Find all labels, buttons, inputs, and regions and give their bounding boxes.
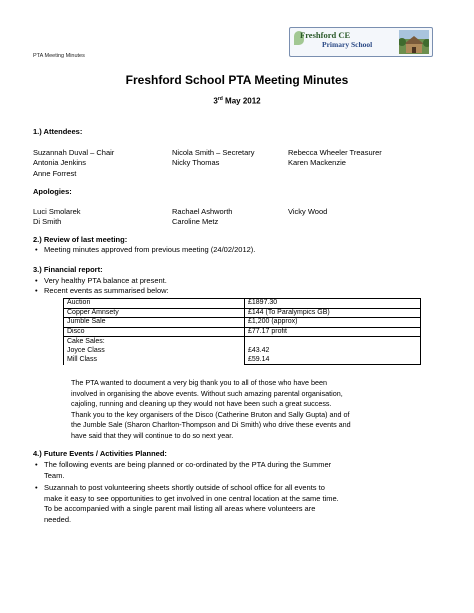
date-rest: May 2012 xyxy=(222,96,261,106)
attendee: Anne Forrest xyxy=(33,169,77,178)
bullet-icon: • xyxy=(35,276,38,285)
future-item-line: To be accompanied with a single parent mail listing all areas where volunteers are xyxy=(44,504,316,514)
table-cell: Jumble Sale xyxy=(64,318,245,328)
meeting-date xyxy=(0,96,474,106)
attendee: Antonia Jenkins xyxy=(33,158,86,167)
financial-heading: 3.) Financial report: xyxy=(33,265,103,274)
apology: Luci Smolarek xyxy=(33,207,81,216)
table-row xyxy=(64,337,421,365)
cake-sales-value: £59.14 xyxy=(248,356,270,363)
future-item xyxy=(44,460,331,481)
logo-line-1: Freshford CE xyxy=(300,30,351,40)
table-cell: £1,200 (approx) xyxy=(245,318,421,328)
future-item-line: Suzannah to post volunteering sheets shortly outside of school office for all events to xyxy=(44,483,325,492)
future-item xyxy=(44,483,339,525)
school-photo-icon xyxy=(399,30,429,54)
financial-table xyxy=(63,298,421,365)
cake-sales-value: £43.42 xyxy=(248,347,270,354)
running-header: PTA Meeting Minutes xyxy=(33,53,85,59)
attendee: Nicola Smith – Secretary xyxy=(172,148,255,157)
table-row xyxy=(64,308,421,318)
table-cell xyxy=(245,337,421,365)
attendees-heading: 1.) Attendees: xyxy=(33,127,83,136)
paragraph-line: involved in organising the above events. Without such amazing parental organisation, xyxy=(71,388,343,398)
apology: Di Smith xyxy=(33,217,62,226)
future-item-line: The following events are being planned or co-ordinated by the PTA during the Summer xyxy=(44,460,332,469)
table-row xyxy=(64,318,421,328)
future-item-line: make it easy to see opportunities to get involved in one central location at the same time. xyxy=(44,493,339,503)
thank-you-paragraph xyxy=(71,378,416,442)
attendee: Suzannah Duval – Chair xyxy=(33,148,115,157)
attendee: Rebecca Wheeler Treasurer xyxy=(288,148,382,157)
table-row xyxy=(64,327,421,337)
apology: Caroline Metz xyxy=(172,217,219,226)
date-suffix: rd xyxy=(217,96,223,102)
apologies-heading: Apologies: xyxy=(33,187,72,196)
cake-sales-label: Cake Sales: xyxy=(67,338,105,345)
apology: Rachael Ashworth xyxy=(172,207,233,216)
paragraph-line: Thank you to the key organisers of the Disco (Catherine Bruton and Sally Gupta) and of xyxy=(71,409,350,419)
table-cell: £1897.30 xyxy=(245,299,421,309)
bullet-icon: • xyxy=(35,245,38,254)
table-cell: Copper Amnsety xyxy=(64,308,245,318)
date-day: 3 xyxy=(213,96,218,106)
attendee: Nicky Thomas xyxy=(172,158,220,167)
bullet-icon: • xyxy=(35,286,38,295)
future-item-line: needed. xyxy=(44,514,72,524)
review-heading: 2.) Review of last meeting: xyxy=(33,235,128,244)
bullet-icon: • xyxy=(35,460,38,469)
financial-item: Recent events as summarised below: xyxy=(44,286,169,295)
review-item: Meeting minutes approved from previous meeting (24/02/2012). xyxy=(44,245,256,254)
bullet-icon: • xyxy=(35,483,38,492)
paragraph-line: cajoling, running and cleaning up they would not have been such a great success. xyxy=(71,399,332,409)
future-heading: 4.) Future Events / Activities Planned: xyxy=(33,449,167,458)
table-cell: Auction xyxy=(64,299,245,309)
paragraph-line: The PTA wanted to document a very big thank you to all of those who have been xyxy=(71,378,327,387)
school-logo xyxy=(289,27,433,57)
logo-line-2: Primary School xyxy=(322,40,373,49)
paragraph-line: the Jumble Sale (Sharon Charlton-Thompson and Di Smith) who drive these events and xyxy=(71,420,351,430)
table-cell: £77.17 profit xyxy=(245,327,421,337)
financial-item: Very healthy PTA balance at present. xyxy=(44,276,167,285)
apology: Vicky Wood xyxy=(288,207,328,216)
table-cell: £144 (To Paralympics GB) xyxy=(245,308,421,318)
attendee: Karen Mackenzie xyxy=(288,158,346,167)
table-cell: Disco xyxy=(64,327,245,337)
table-cell xyxy=(64,337,245,365)
future-item-line: Team. xyxy=(44,470,65,480)
cake-sales-item: Joyce Class xyxy=(67,347,105,354)
table-row xyxy=(64,299,421,309)
document-title: Freshford School PTA Meeting Minutes xyxy=(125,73,349,87)
cake-sales-value xyxy=(248,337,417,346)
paragraph-line: have said that they will continue to do so next year. xyxy=(71,430,234,440)
cake-sales-item: Mill Class xyxy=(67,356,97,363)
